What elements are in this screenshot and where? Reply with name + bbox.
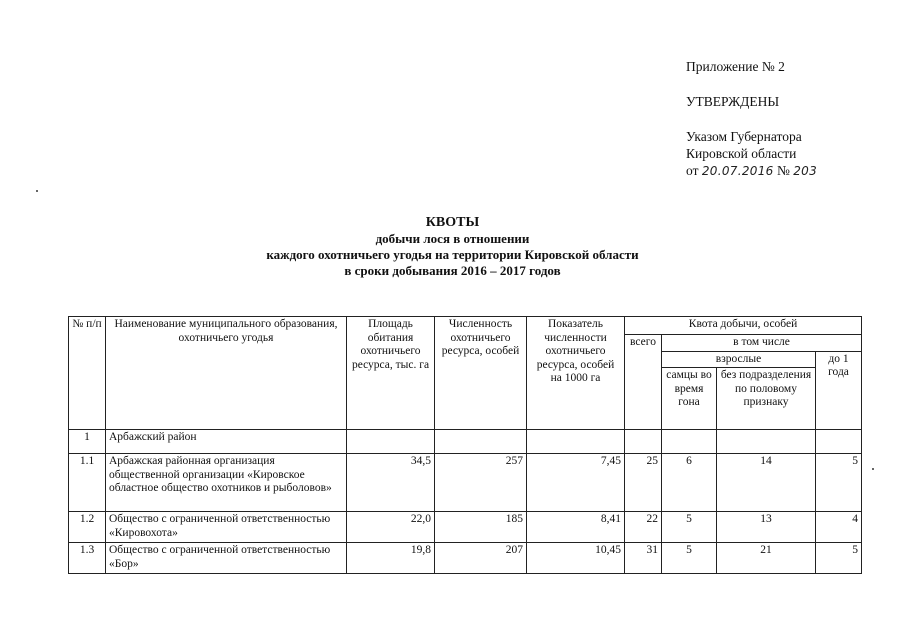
cell-name: Общество с ограниченной ответственностью «Бор» bbox=[106, 543, 347, 574]
header-count: Численность охотничьего ресурса, особей bbox=[435, 317, 527, 430]
cell-area bbox=[347, 430, 435, 454]
cell-area: 19,8 bbox=[347, 543, 435, 574]
cell-nosex: 14 bbox=[717, 454, 816, 512]
cell-males: 5 bbox=[662, 512, 717, 543]
approved-label: УТВЕРЖДЕНЫ bbox=[686, 94, 780, 109]
cell-nosex: 13 bbox=[717, 512, 816, 543]
title-line-3: в сроки добывания 2016 – 2017 годов bbox=[344, 263, 561, 278]
cell-nosex bbox=[717, 430, 816, 454]
title-main: КВОТЫ bbox=[425, 215, 480, 230]
scan-speck bbox=[36, 190, 38, 192]
header-adults: взрослые bbox=[662, 351, 816, 368]
cell-count: 257 bbox=[435, 454, 527, 512]
cell-young: 5 bbox=[816, 454, 862, 512]
cell-name: Арбажская районная организация общественной организации «Кировское областное общество охотников и рыболовов» bbox=[106, 454, 347, 512]
date-prefix: от bbox=[686, 163, 699, 178]
cell-total: 31 bbox=[625, 543, 662, 574]
cell-count: 185 bbox=[435, 512, 527, 543]
scan-speck bbox=[872, 468, 874, 470]
cell-total: 22 bbox=[625, 512, 662, 543]
cell-area: 34,5 bbox=[347, 454, 435, 512]
cell-males bbox=[662, 430, 717, 454]
cell-name: Арбажский район bbox=[106, 430, 347, 454]
header-num: № п/п bbox=[69, 317, 106, 430]
cell-males: 6 bbox=[662, 454, 717, 512]
cell-num: 1.3 bbox=[69, 543, 106, 574]
header-males-rut: самцы во время гона bbox=[662, 368, 717, 430]
quota-table bbox=[68, 316, 862, 574]
cell-young bbox=[816, 430, 862, 454]
cell-area: 22,0 bbox=[347, 512, 435, 543]
cell-density: 10,45 bbox=[527, 543, 625, 574]
table-row bbox=[69, 543, 862, 574]
header-density: Показатель численности охотничьего ресурса, особей на 1000 га bbox=[527, 317, 625, 430]
number-prefix: № bbox=[776, 163, 790, 178]
cell-density bbox=[527, 430, 625, 454]
cell-num: 1.2 bbox=[69, 512, 106, 543]
header-total: всего bbox=[625, 335, 662, 430]
cell-count: 207 bbox=[435, 543, 527, 574]
cell-num: 1.1 bbox=[69, 454, 106, 512]
cell-total: 25 bbox=[625, 454, 662, 512]
cell-name: Общество с ограниченной ответственностью «Кировохота» bbox=[106, 512, 347, 543]
decree-line-1: Указом Губернатора bbox=[686, 129, 802, 144]
header-quota: Квота добычи, особей bbox=[625, 317, 862, 335]
handwritten-number: 203 bbox=[793, 164, 818, 178]
cell-total bbox=[625, 430, 662, 454]
cell-num: 1 bbox=[69, 430, 106, 454]
title-line-1: добычи лося в отношении bbox=[375, 231, 530, 246]
cell-young: 4 bbox=[816, 512, 862, 543]
cell-density: 7,45 bbox=[527, 454, 625, 512]
decree-date-line bbox=[686, 162, 886, 180]
decree-line-2: Кировской области bbox=[686, 146, 797, 161]
approval-block bbox=[686, 58, 886, 180]
cell-density: 8,41 bbox=[527, 512, 625, 543]
cell-young: 5 bbox=[816, 543, 862, 574]
cell-nosex: 21 bbox=[717, 543, 816, 574]
appendix-label: Приложение № 2 bbox=[686, 59, 785, 74]
header-name: Наименование муниципального образования, охотничьего угодья bbox=[106, 317, 347, 430]
handwritten-date: 20.07.2016 bbox=[701, 164, 774, 178]
title-line-2: каждого охотничьего угодья на территории Кировской области bbox=[266, 247, 639, 262]
header-no-sex: без подразделения по половому признаку bbox=[717, 368, 816, 430]
header-area: Площадь обитания охотничьего ресурса, тыс. га bbox=[347, 317, 435, 430]
header-young: до 1 года bbox=[816, 351, 862, 430]
cell-males: 5 bbox=[662, 543, 717, 574]
table-row bbox=[69, 430, 862, 454]
table-row bbox=[69, 512, 862, 543]
header-including: в том числе bbox=[662, 335, 862, 352]
document-title bbox=[0, 215, 905, 279]
cell-count bbox=[435, 430, 527, 454]
table-row bbox=[69, 454, 862, 512]
